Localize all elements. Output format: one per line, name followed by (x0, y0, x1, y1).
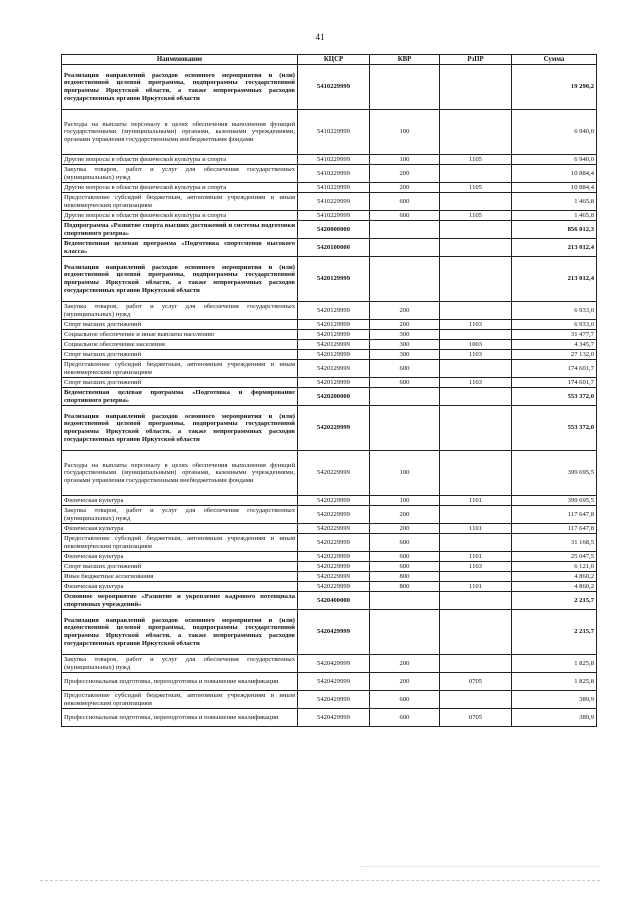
cell-sum: 117 647,8 (512, 506, 597, 524)
cell-rzpr: 1101 (440, 496, 512, 506)
cell-kvr (370, 592, 440, 610)
cell-rzpr: 1103 (440, 562, 512, 572)
cell-sum: 10 884,4 (512, 165, 597, 183)
cell-rzpr (440, 257, 512, 302)
cell-rzpr (440, 360, 512, 378)
cell-kcsr: 5420229999 (298, 451, 370, 496)
cell-kcsr: 5420429999 (298, 673, 370, 691)
table-row (62, 330, 597, 340)
cell-kcsr: 5410229999 (298, 183, 370, 193)
cell-kcsr: 5420000000 (298, 221, 370, 239)
table-row (62, 610, 597, 655)
cell-kvr (370, 257, 440, 302)
cell-sum: 6 933,0 (512, 302, 597, 320)
cell-kcsr: 5410229999 (298, 165, 370, 183)
table-row (62, 709, 597, 727)
cell-sum: 6 940,0 (512, 110, 597, 155)
cell-kcsr: 5420229999 (298, 534, 370, 552)
table-row (62, 406, 597, 451)
cell-kcsr: 5420129999 (298, 360, 370, 378)
cell-name: Другие вопросы в области физической культуры и спорта (62, 211, 298, 221)
cell-kvr: 200 (370, 524, 440, 534)
cell-sum: 27 132,0 (512, 350, 597, 360)
cell-kcsr: 5420229999 (298, 552, 370, 562)
cell-kvr: 600 (370, 378, 440, 388)
cell-name: Ведомственная целевая программа «Подготовка спортсменов высокого класса» (62, 239, 298, 257)
cell-rzpr (440, 165, 512, 183)
cell-sum: 117 647,8 (512, 524, 597, 534)
cell-rzpr (440, 610, 512, 655)
table-row (62, 388, 597, 406)
cell-kvr: 600 (370, 709, 440, 727)
table-row (62, 496, 597, 506)
cell-sum: 399 695,5 (512, 496, 597, 506)
cell-sum: 174 601,7 (512, 378, 597, 388)
cell-kcsr: 5420100000 (298, 239, 370, 257)
cell-kvr: 800 (370, 582, 440, 592)
table-row (62, 221, 597, 239)
cell-name: Расходы на выплаты персоналу в целях обеспечения выполнения функций государственными (муниципальными) органами, казенными учреждениями, органами управления государственными внебюджетными фондами (62, 110, 298, 155)
cell-kcsr: 5410229999 (298, 211, 370, 221)
cell-sum: 553 372,0 (512, 388, 597, 406)
cell-sum: 31 168,5 (512, 534, 597, 552)
cell-name: Реализация направлений расходов основного мероприятия и (или) ведомственной целевой программы, подпрограммы государственной программы Иркутской области, а также непрограммных расходов государственных органов Иркутской области (62, 65, 298, 110)
cell-kcsr: 5410229999 (298, 155, 370, 165)
cell-kcsr: 5420229999 (298, 562, 370, 572)
cell-name: Основное мероприятие «Развитие и укрепление кадрового потенциала спортивных учреждений» (62, 592, 298, 610)
table-row (62, 257, 597, 302)
cell-kvr: 200 (370, 320, 440, 330)
table-row (62, 552, 597, 562)
cell-name: Предоставление субсидий бюджетным, автономным учреждениям и иным некоммерческим организациям (62, 193, 298, 211)
cell-name: Физическая культура (62, 524, 298, 534)
cell-name: Предоставление субсидий бюджетным, автономным учреждениям и иным некоммерческим организациям (62, 691, 298, 709)
cell-kvr: 200 (370, 302, 440, 320)
cell-kcsr: 5420400000 (298, 592, 370, 610)
cell-sum: 10 884,4 (512, 183, 597, 193)
cell-name: Социальное обеспечение и иные выплаты населению (62, 330, 298, 340)
cell-name: Спорт высших достижений (62, 350, 298, 360)
table-row (62, 524, 597, 534)
cell-kcsr: 5410229999 (298, 193, 370, 211)
header-name: Наименование (62, 55, 298, 65)
cell-rzpr (440, 506, 512, 524)
cell-kcsr: 5420429999 (298, 691, 370, 709)
cell-kvr: 200 (370, 673, 440, 691)
page-number: 41 (315, 32, 325, 42)
scan-artifact-line (40, 880, 600, 881)
cell-sum: 174 601,7 (512, 360, 597, 378)
cell-sum: 1 825,8 (512, 655, 597, 673)
cell-kcsr: 5420229999 (298, 572, 370, 582)
cell-rzpr (440, 406, 512, 451)
cell-sum: 553 372,0 (512, 406, 597, 451)
cell-kcsr: 5420129999 (298, 378, 370, 388)
cell-rzpr: 1101 (440, 524, 512, 534)
cell-rzpr: 1003 (440, 340, 512, 350)
cell-sum: 1 465,8 (512, 211, 597, 221)
cell-rzpr (440, 534, 512, 552)
cell-kcsr: 5420229999 (298, 524, 370, 534)
table-row (62, 65, 597, 110)
table-row (62, 193, 597, 211)
cell-name: Иные бюджетные ассигнования (62, 572, 298, 582)
cell-rzpr (440, 193, 512, 211)
table-row (62, 655, 597, 673)
cell-rzpr: 1101 (440, 552, 512, 562)
cell-kvr: 300 (370, 330, 440, 340)
table-row (62, 378, 597, 388)
cell-name: Спорт высших достижений (62, 378, 298, 388)
table-header-row (62, 55, 597, 65)
table-row (62, 320, 597, 330)
cell-kvr: 100 (370, 155, 440, 165)
table-row (62, 592, 597, 610)
table-row (62, 302, 597, 320)
cell-rzpr (440, 65, 512, 110)
table-row (62, 110, 597, 155)
cell-rzpr (440, 451, 512, 496)
cell-sum: 856 012,3 (512, 221, 597, 239)
cell-sum: 4 345,7 (512, 340, 597, 350)
cell-kvr: 600 (370, 691, 440, 709)
header-kcsr: КЦСР (298, 55, 370, 65)
cell-name: Расходы на выплаты персоналу в целях обеспечения выполнения функций государственными (муниципальными) органами, казенными учреждениями, органами управления государственными внебюджетными фондами (62, 451, 298, 496)
cell-kvr: 600 (370, 534, 440, 552)
table-row (62, 360, 597, 378)
cell-name: Физическая культура (62, 582, 298, 592)
cell-kvr (370, 388, 440, 406)
cell-kvr (370, 239, 440, 257)
cell-kvr: 100 (370, 496, 440, 506)
cell-sum: 213 012,4 (512, 239, 597, 257)
table-row (62, 155, 597, 165)
cell-name: Физическая культура (62, 496, 298, 506)
cell-name: Спорт высших достижений (62, 562, 298, 572)
table-row (62, 506, 597, 524)
header-sum: Сумма (512, 55, 597, 65)
cell-name: Предоставление субсидий бюджетным, автономным учреждениям и иным некоммерческим организациям (62, 360, 298, 378)
cell-sum: 6 933,0 (512, 320, 597, 330)
cell-sum: 4 860,2 (512, 582, 597, 592)
cell-kvr: 600 (370, 360, 440, 378)
cell-kvr: 300 (370, 340, 440, 350)
cell-sum: 6 121,0 (512, 562, 597, 572)
cell-rzpr: 1105 (440, 183, 512, 193)
cell-kvr (370, 221, 440, 239)
cell-kvr: 800 (370, 572, 440, 582)
cell-rzpr (440, 388, 512, 406)
header-kvr: КВР (370, 55, 440, 65)
cell-rzpr: 0705 (440, 673, 512, 691)
budget-table (61, 54, 597, 727)
cell-kvr: 100 (370, 110, 440, 155)
cell-sum: 389,9 (512, 709, 597, 727)
cell-name: Социальное обеспечение населения (62, 340, 298, 350)
cell-name: Реализация направлений расходов основного мероприятия и (или) ведомственной целевой программы, подпрограммы государственной программы Иркутской области, а также непрограммных расходов государственных органов Иркутской области (62, 406, 298, 451)
cell-kvr: 600 (370, 193, 440, 211)
cell-kvr: 200 (370, 506, 440, 524)
cell-rzpr (440, 572, 512, 582)
cell-sum: 399 695,5 (512, 451, 597, 496)
cell-kvr: 100 (370, 451, 440, 496)
cell-rzpr (440, 691, 512, 709)
cell-kcsr: 5420229999 (298, 406, 370, 451)
table-row (62, 534, 597, 552)
cell-kcsr: 5420429999 (298, 610, 370, 655)
cell-name: Другие вопросы в области физической культуры и спорта (62, 183, 298, 193)
cell-sum: 389,9 (512, 691, 597, 709)
cell-kcsr: 5420129999 (298, 350, 370, 360)
cell-rzpr: 1103 (440, 350, 512, 360)
cell-name: Другие вопросы в области физической культуры и спорта (62, 155, 298, 165)
cell-name: Закупка товаров, работ и услуг для обеспечения государственных (муниципальных) нужд (62, 655, 298, 673)
cell-kcsr: 5420229999 (298, 582, 370, 592)
cell-name: Реализация направлений расходов основного мероприятия и (или) ведомственной целевой программы, подпрограммы государственной программы Иркутской области, а также непрограммных расходов государственных органов Иркутской области (62, 257, 298, 302)
cell-kcsr: 5420200000 (298, 388, 370, 406)
cell-name: Ведомственная целевая программа «Подготовка и формирование спортивного резерва» (62, 388, 298, 406)
cell-kcsr: 5420429999 (298, 655, 370, 673)
table-row (62, 572, 597, 582)
cell-kcsr: 5420129999 (298, 257, 370, 302)
cell-rzpr: 0705 (440, 709, 512, 727)
cell-name: Реализация направлений расходов основного мероприятия и (или) ведомственной целевой программы, подпрограммы государственной программы Иркутской области, а также непрограммных расходов государственных органов Иркутской области (62, 610, 298, 655)
table-row (62, 183, 597, 193)
cell-kvr: 600 (370, 562, 440, 572)
cell-rzpr (440, 330, 512, 340)
cell-rzpr (440, 592, 512, 610)
table-row (62, 239, 597, 257)
table-row (62, 211, 597, 221)
cell-sum: 1 825,8 (512, 673, 597, 691)
cell-sum: 31 477,7 (512, 330, 597, 340)
cell-kcsr: 5410229999 (298, 65, 370, 110)
cell-kvr: 300 (370, 350, 440, 360)
cell-name: Закупка товаров, работ и услуг для обеспечения государственных (муниципальных) нужд (62, 506, 298, 524)
cell-name: Спорт высших достижений (62, 320, 298, 330)
cell-name: Профессиональная подготовка, переподготовка и повышение квалификации (62, 709, 298, 727)
cell-rzpr (440, 655, 512, 673)
cell-kvr: 600 (370, 552, 440, 562)
cell-kvr (370, 406, 440, 451)
cell-kvr: 600 (370, 211, 440, 221)
table-row (62, 673, 597, 691)
cell-name: Физическая культура (62, 552, 298, 562)
table-body (62, 65, 597, 727)
cell-rzpr (440, 302, 512, 320)
cell-name: Профессиональная подготовка, переподготовка и повышение квалификации (62, 673, 298, 691)
cell-name: Закупка товаров, работ и услуг для обеспечения государственных (муниципальных) нужд (62, 165, 298, 183)
cell-rzpr: 1103 (440, 378, 512, 388)
cell-kcsr: 5420429999 (298, 709, 370, 727)
cell-rzpr (440, 239, 512, 257)
cell-kvr (370, 610, 440, 655)
cell-kvr: 200 (370, 655, 440, 673)
header-rzpr: РзПР (440, 55, 512, 65)
cell-sum: 6 940,0 (512, 155, 597, 165)
cell-rzpr: 1105 (440, 211, 512, 221)
cell-sum: 25 047,5 (512, 552, 597, 562)
cell-name: Закупка товаров, работ и услуг для обеспечения государственных (муниципальных) нужд (62, 302, 298, 320)
table-row (62, 451, 597, 496)
cell-kcsr: 5410229999 (298, 110, 370, 155)
cell-kcsr: 5420129999 (298, 320, 370, 330)
table-row (62, 582, 597, 592)
cell-sum: 19 290,2 (512, 65, 597, 110)
cell-sum: 2 215,7 (512, 610, 597, 655)
cell-name: Подпрограмма «Развитие спорта высших достижений и системы подготовки спортивного резерва» (62, 221, 298, 239)
table-row (62, 340, 597, 350)
cell-rzpr: 1101 (440, 582, 512, 592)
cell-name: Предоставление субсидий бюджетным, автономным учреждениям и иным некоммерческим организациям (62, 534, 298, 552)
cell-kcsr: 5420229999 (298, 496, 370, 506)
cell-kvr: 200 (370, 165, 440, 183)
cell-rzpr: 1103 (440, 320, 512, 330)
cell-kcsr: 5420129999 (298, 340, 370, 350)
cell-kvr: 200 (370, 183, 440, 193)
table-row (62, 691, 597, 709)
cell-sum: 213 012,4 (512, 257, 597, 302)
table-row (62, 350, 597, 360)
table-row (62, 562, 597, 572)
cell-rzpr: 1105 (440, 155, 512, 165)
cell-kcsr: 5420229999 (298, 506, 370, 524)
cell-sum: 2 215,7 (512, 592, 597, 610)
cell-rzpr (440, 110, 512, 155)
cell-kvr (370, 65, 440, 110)
scan-artifact-line (360, 866, 600, 867)
cell-kcsr: 5420129999 (298, 330, 370, 340)
cell-rzpr (440, 221, 512, 239)
cell-kcsr: 5420129999 (298, 302, 370, 320)
cell-sum: 4 860,2 (512, 572, 597, 582)
cell-sum: 1 465,8 (512, 193, 597, 211)
table-row (62, 165, 597, 183)
